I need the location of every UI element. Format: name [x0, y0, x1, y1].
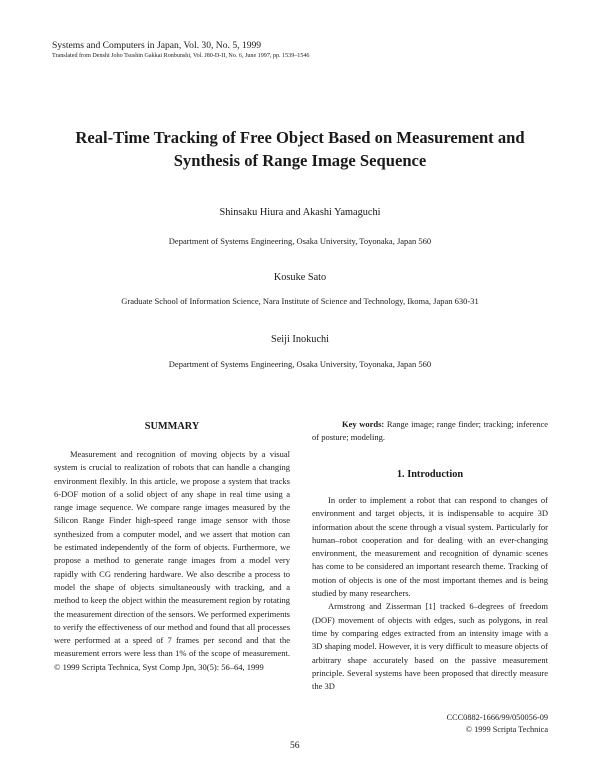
- paper-title: [40, 126, 560, 172]
- copyright-notice: © 1999 Scripta Technica: [465, 724, 548, 734]
- title-line-1: Real-Time Tracking of Free Object Based on Measurement and: [75, 128, 525, 147]
- summary-paragraph: Measurement and recognition of moving objects by a visual system is crucial to realization of robots that can handle a changing environment flexibly. In this article, we propose a system that tracks 6-DOF motion of a solid object of any shape in real time using a range image sequence. We compare range images measured by the Silicon Range Finder high-speed range image sensor with those synthesized from a computer model, and we assert that motion can be estimated independently of the form of objects. Furthermore, we propose a method to generate range images from a model very rapidly with CG rendering hardware. We also describe a process to model the shape of objects simultaneously with tracking, and a method to keep the object within the measurement region by rotating the measurement direction of the sensors. We performed experiments to verify the effectiveness of our method and found that all processes were performed at a speed of 7 frames per second and that the measurement errors were less than 1% of the scope of measurement. © 1999 Scripta Technica, Syst Comp Jpn, 30(5): 56–64, 1999: [54, 449, 290, 672]
- introduction-paragraph: In order to implement a robot that can respond to changes of environment and target objects, it is indispensable to acquire 3D information about the scene through a visual system. Particularly for human–robot cooperation and for dealing with an ever-changing environment, the measurement and recognition of dynamic scenes has come to be considered an important research theme. Tracking of motion of objects is one of the most important themes and is being studied by many researchers.: [312, 495, 548, 599]
- author-names: Seiji Inokuchi: [270, 334, 330, 345]
- footer-codes: [312, 712, 548, 735]
- author-names: Shinsaku Hiura and Akashi Yamaguchi: [219, 207, 381, 218]
- author-names: Kosuke Sato: [273, 272, 327, 283]
- journal-citation: Systems and Computers in Japan, Vol. 30, No. 5, 1999: [52, 40, 262, 51]
- author-affiliation: Graduate School of Information Science, Nara Institute of Science and Technology, Ikoma, Japan 630-31: [121, 296, 479, 306]
- keywords-text: Range image; range finder; tracking; inference of posture; modeling.: [312, 419, 549, 443]
- keywords: [312, 418, 548, 445]
- introduction-paragraph: Armstrong and Zisserman [1] tracked 6–degrees of freedom (DOF) movement of objects with edges, such as polygons, in real time by comparing edges extracted from an intensity image with a 3D shaping model. However, it is very difficult to measure objects of arbitrary shape accurately based on the passive measurement principle. Several systems have been proposed that directly measure the 3D: [312, 601, 548, 692]
- introduction-text: [312, 494, 548, 693]
- page-number: 56: [290, 740, 300, 751]
- author-affiliation: Department of Systems Engineering, Osaka University, Toyonaka, Japan 560: [168, 236, 432, 246]
- keywords-label: Key words:: [342, 419, 385, 429]
- summary-text: [54, 448, 290, 674]
- ccc-code: CCC0882-1666/99/050056-09: [446, 713, 548, 722]
- translation-source: Translated from Denshi Joho Tsushin Gakkai Ronbunshi, Vol. J80-D-II, No. 6, June 1997, pp. 1539–1546: [52, 53, 310, 59]
- introduction-heading: 1. Introduction: [396, 469, 464, 480]
- summary-heading: SUMMARY: [144, 421, 200, 432]
- author-affiliation: Department of Systems Engineering, Osaka University, Toyonaka, Japan 560: [168, 359, 432, 369]
- title-line-2: Synthesis of Range Image Sequence: [173, 151, 427, 170]
